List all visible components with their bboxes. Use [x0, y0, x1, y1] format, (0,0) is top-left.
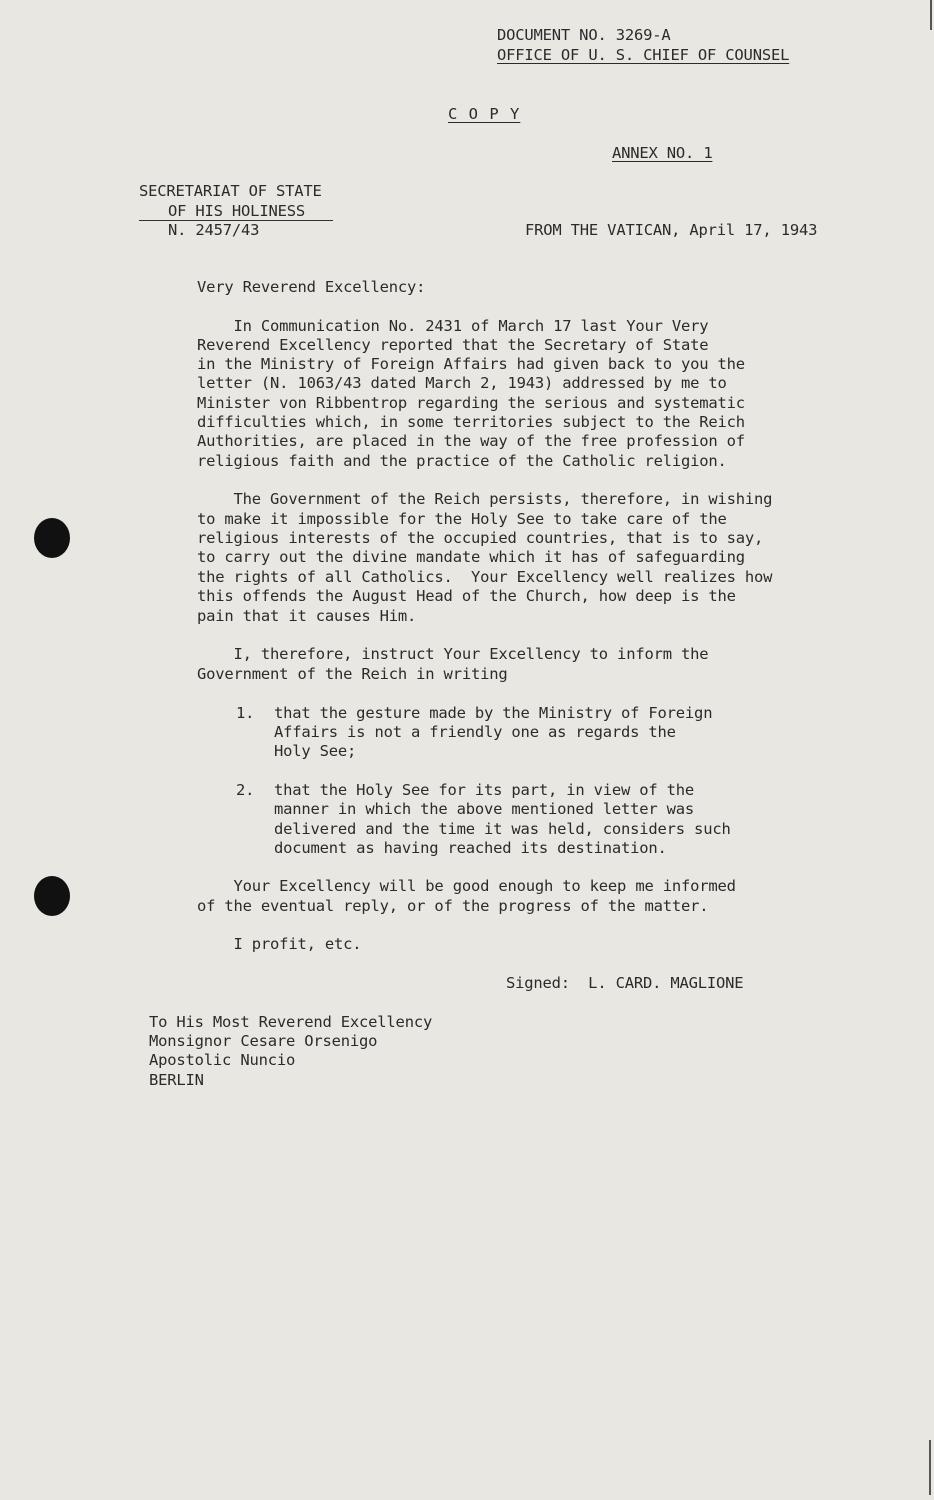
- recipient-line: BERLIN: [149, 1071, 204, 1089]
- paragraph-line: Government of the Reich in writing: [197, 665, 508, 683]
- paragraph-line: in the Ministry of Foreign Affairs had given back to you the: [197, 355, 745, 373]
- punch-hole-top: [34, 518, 70, 558]
- list-item-line: Holy See;: [274, 742, 357, 760]
- sender-line-2: OF HIS HOLINESS: [168, 202, 305, 220]
- paragraph-line: to make it impossible for the Holy See to take care of the: [197, 510, 727, 528]
- list-item-line: document as having reached its destination.: [274, 839, 667, 857]
- list-item-line: delivered and the time it was held, considers such: [274, 820, 731, 838]
- edge-mark-bottom: [929, 1440, 931, 1495]
- list-item-line: manner in which the above mentioned letter was: [274, 800, 695, 818]
- list-item-line: that the gesture made by the Ministry of Foreign: [274, 704, 713, 722]
- paragraph-line: religious interests of the occupied countries, that is to say,: [197, 529, 764, 547]
- complimentary-close: I profit, etc.: [197, 935, 362, 953]
- paragraph-line: letter (N. 1063/43 dated March 2, 1943) addressed by me to: [197, 374, 727, 392]
- document-number: DOCUMENT NO. 3269-A: [497, 26, 671, 44]
- signature: Signed: L. CARD. MAGLIONE: [506, 974, 744, 992]
- list-item-number: 2.: [236, 781, 255, 799]
- office-title: OFFICE OF U. S. CHIEF OF COUNSEL: [497, 46, 790, 64]
- list-item-number: 1.: [236, 704, 255, 722]
- paragraph-line: I, therefore, instruct Your Excellency to inform the: [197, 645, 709, 663]
- paragraph-line: of the eventual reply, or of the progress of the matter.: [197, 897, 709, 915]
- sender-line-1: SECRETARIAT OF STATE: [139, 182, 322, 200]
- paragraph-line: pain that it causes Him.: [197, 607, 417, 625]
- dateline: FROM THE VATICAN, April 17, 1943: [525, 221, 818, 239]
- paragraph-line: Your Excellency will be good enough to keep me informed: [197, 877, 736, 895]
- salutation: Very Reverend Excellency:: [197, 278, 426, 296]
- paragraph-line: The Government of the Reich persists, therefore, in wishing: [197, 490, 773, 508]
- paragraph-line: to carry out the divine mandate which it has of safeguarding: [197, 548, 745, 566]
- paragraph-line: the rights of all Catholics. Your Excellency well realizes how: [197, 568, 773, 586]
- sender-reference: N. 2457/43: [168, 221, 260, 239]
- paragraph-line: difficulties which, in some territories subject to the Reich: [197, 413, 745, 431]
- paragraph-line: this offends the August Head of the Church, how deep is the: [197, 587, 736, 605]
- recipient-line: Apostolic Nuncio: [149, 1051, 296, 1069]
- paragraph-line: religious faith and the practice of the Catholic religion.: [197, 452, 727, 470]
- edge-mark-top: [930, 0, 932, 30]
- paragraph-line: Minister von Ribbentrop regarding the serious and systematic: [197, 394, 745, 412]
- recipient-line: Monsignor Cesare Orsenigo: [149, 1032, 378, 1050]
- list-item-line: Affairs is not a friendly one as regards the: [274, 723, 676, 741]
- punch-hole-bottom: [34, 876, 70, 916]
- list-item-line: that the Holy See for its part, in view of the: [274, 781, 695, 799]
- annex-label: ANNEX NO. 1: [612, 144, 713, 162]
- paragraph-line: Authorities, are placed in the way of the free profession of: [197, 432, 745, 450]
- recipient-line: To His Most Reverend Excellency: [149, 1013, 433, 1031]
- paragraph-line: In Communication No. 2431 of March 17 last Your Very: [197, 317, 709, 335]
- paragraph-line: Reverend Excellency reported that the Secretary of State: [197, 336, 709, 354]
- copy-label: C O P Y: [448, 105, 521, 123]
